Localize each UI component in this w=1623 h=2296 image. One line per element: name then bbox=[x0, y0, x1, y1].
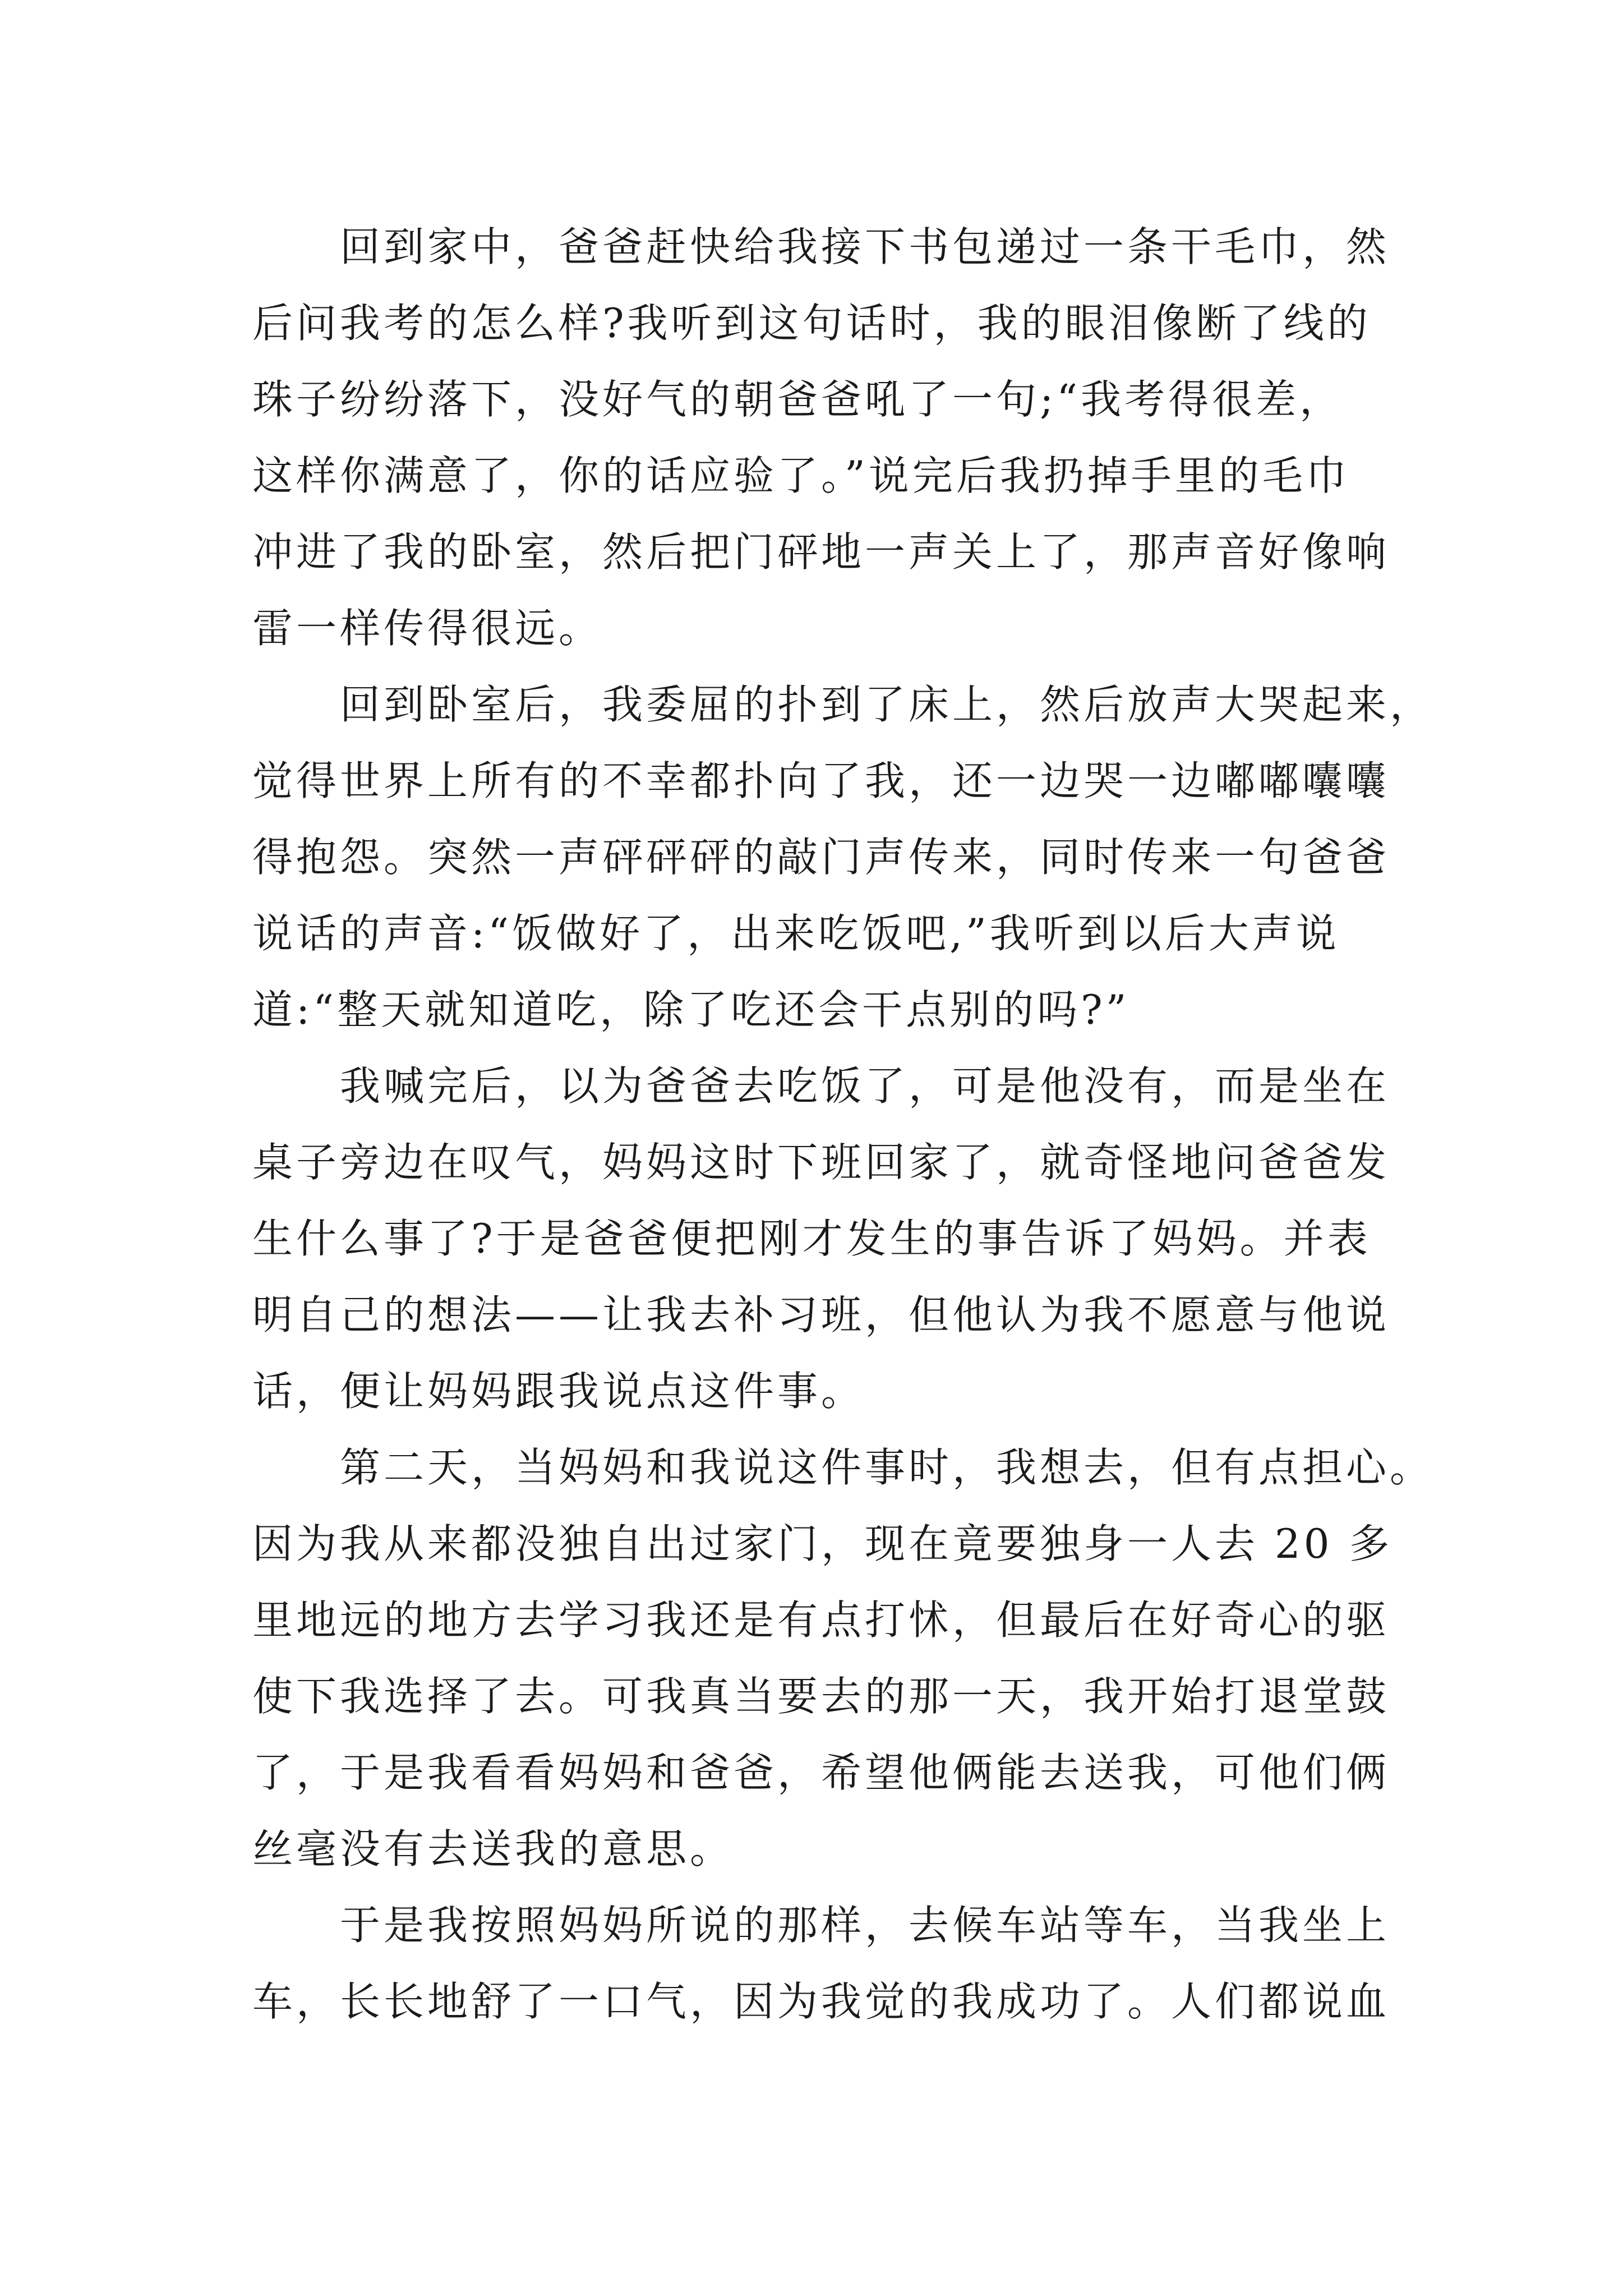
text-line: 因为我从来都没独自出过家门，现在竟要独身一人去 20 多 bbox=[252, 1520, 1393, 1567]
text-line: 这样你满意了，你的话应验了。”说完后我扔掉手里的毛巾 bbox=[252, 452, 1350, 499]
text-line: 第二天，当妈妈和我说这件事时，我想去，但有点担心。 bbox=[340, 1444, 1434, 1491]
text-line: 后问我考的怎么样?我听到这句话时，我的眼泪像断了线的 bbox=[252, 300, 1371, 347]
text-line: 得抱怨。突然一声砰砰砰的敲门声传来，同时传来一句爸爸 bbox=[252, 834, 1390, 881]
text-line: 珠子纷纷落下，没好气的朝爸爸吼了一句;“我考得很差， bbox=[252, 376, 1344, 423]
text-line: 冲进了我的卧室，然后把门砰地一声关上了，那声音好像响 bbox=[252, 528, 1390, 576]
body-text bbox=[252, 209, 1434, 2040]
text-line: 了，于是我看看妈妈和爸爸，希望他俩能去送我，可他们俩 bbox=[252, 1749, 1390, 1796]
text-line: 明自己的想法——让我去补习班，但他认为我不愿意与他说 bbox=[252, 1291, 1390, 1338]
text-line: 里地远的地方去学习我还是有点打怵，但最后在好奇心的驱 bbox=[252, 1596, 1390, 1644]
text-line: 于是我按照妈妈所说的那样，去候车站等车，当我坐上 bbox=[340, 1902, 1390, 1949]
text-line: 我喊完后，以为爸爸去吃饭了，可是他没有，而是坐在 bbox=[340, 1062, 1390, 1110]
text-line: 车，长长地舒了一口气，因为我觉的我成功了。人们都说血 bbox=[252, 1978, 1390, 2025]
text-line: 生什么事了?于是爸爸便把刚才发生的事告诉了妈妈。并表 bbox=[252, 1215, 1371, 1262]
text-line: 话，便让妈妈跟我说点这件事。 bbox=[252, 1368, 865, 1415]
text-line: 使下我选择了去。可我真当要去的那一天，我开始打退堂鼓 bbox=[252, 1673, 1390, 1720]
text-line: 道:“整天就知道吃，除了吃还会干点别的吗?” bbox=[252, 986, 1130, 1033]
text-line: 回到卧室后，我委屈的扑到了床上，然后放声大哭起来， bbox=[340, 681, 1434, 728]
text-line: 桌子旁边在叹气，妈妈这时下班回家了，就奇怪地问爸爸发 bbox=[252, 1139, 1390, 1186]
text-line: 说话的声音:“饭做好了，出来吃饭吧,”我听到以后大声说 bbox=[252, 910, 1340, 957]
text-line: 丝毫没有去送我的意思。 bbox=[252, 1825, 734, 1872]
text-line: 觉得世界上所有的不幸都扑向了我，还一边哭一边嘟嘟囔囔 bbox=[252, 757, 1390, 804]
text-line: 回到家中，爸爸赶快给我接下书包递过一条干毛巾，然 bbox=[340, 223, 1390, 270]
text-line: 雷一样传得很远。 bbox=[252, 605, 603, 652]
